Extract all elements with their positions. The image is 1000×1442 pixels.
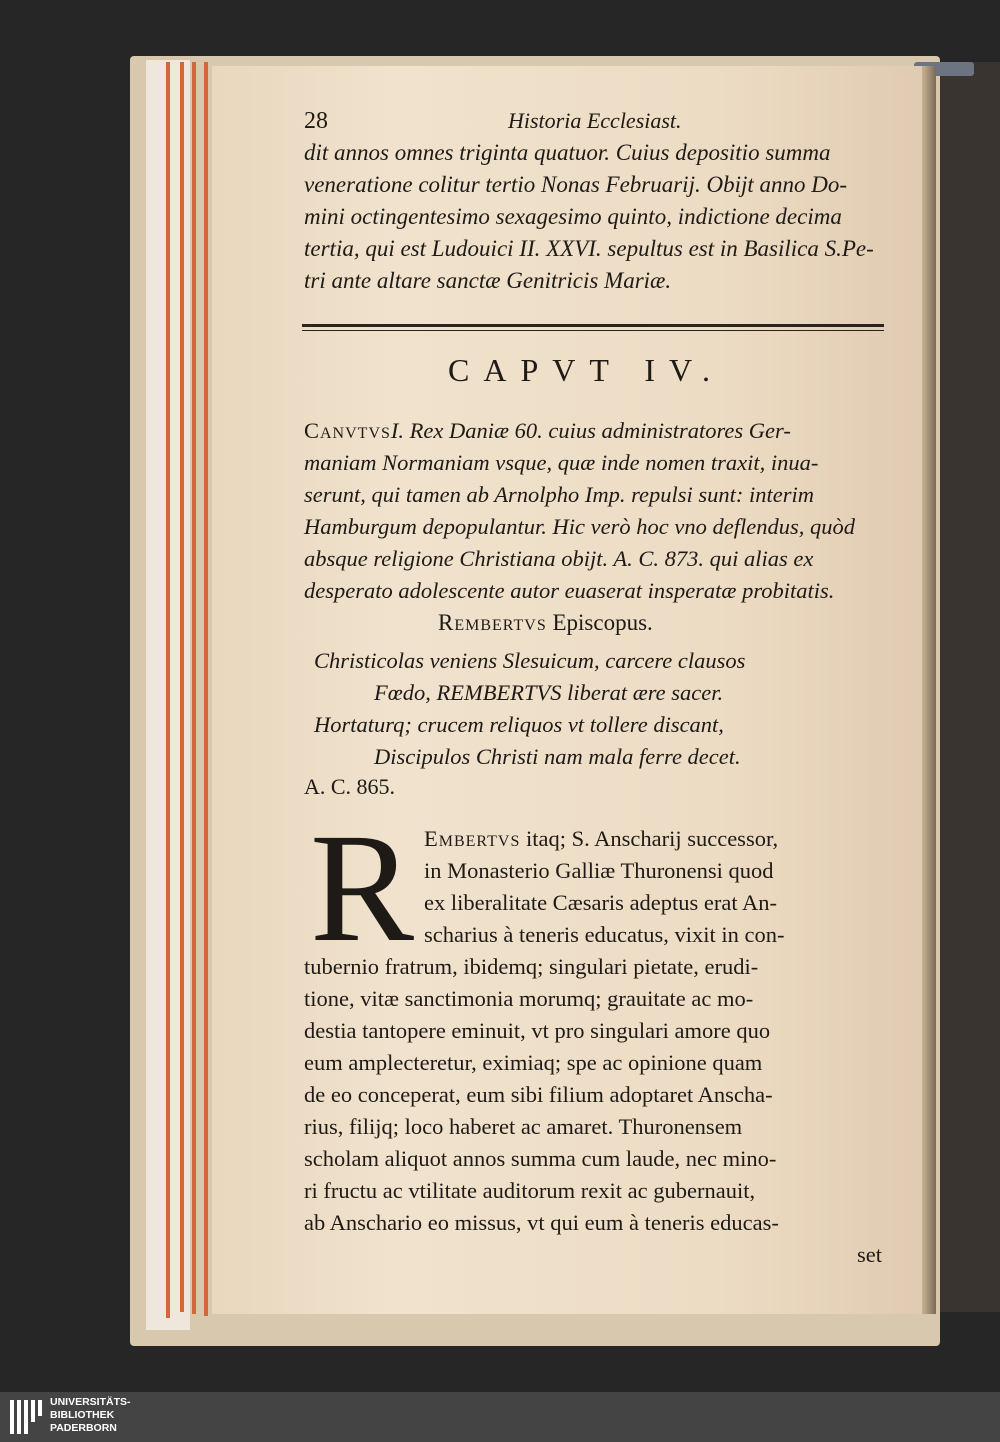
text-line: in Monasterio Galliæ Thuronensi quod <box>424 858 774 883</box>
section-rule <box>302 324 884 327</box>
verse-line: Hortaturq; crucem reliquos vt tollere discant, <box>314 712 724 737</box>
library-logo-icon <box>8 1398 44 1436</box>
text-line: serunt, qui tamen ab Arnolpho Imp. repulsi sunt: interim <box>304 482 814 507</box>
text-line: ab Anschario eo missus, vt qui eum à teneris educas- <box>304 1210 779 1235</box>
text-line: tione, vitæ sanctimonia morumq; grauitate ac mo- <box>304 986 754 1011</box>
red-page-edge <box>204 62 208 1316</box>
text-line: destia tantopere eminuit, vt pro singulari amore quo <box>304 1018 771 1043</box>
logo-line: BIBLIOTHEK <box>50 1409 115 1421</box>
footer-bar <box>0 1392 1000 1442</box>
text-line: desperato adolescente autor euaserat insperatæ probitatis. <box>304 578 835 603</box>
logo-line: PADERBORN <box>50 1422 117 1434</box>
page-number: 28 <box>304 108 328 134</box>
text-line: rius, filijq; loco haberet ac amaret. Thuronensem <box>304 1114 743 1139</box>
rembertus-body-name: Embertvs <box>424 826 521 851</box>
canutus-first-line: I. Rex Daniæ 60. cuius administratores Ger- <box>390 418 791 443</box>
catchword: set <box>857 1242 882 1267</box>
red-page-edge <box>166 62 170 1318</box>
red-page-edge <box>192 62 196 1314</box>
page-gutter <box>922 66 936 1314</box>
text-line: maniam Normaniam vsque, quæ inde nomen traxit, inua- <box>304 450 819 475</box>
text-line: ex liberalitate Cæsaris adeptus erat An- <box>424 890 778 915</box>
body-first-rest: itaq; S. Anscharij successor, <box>520 826 779 851</box>
book-page <box>212 66 934 1314</box>
text-line: mini octingentesimo sexagesimo quinto, indictione decima <box>304 204 842 229</box>
text-line: absque religione Christiana obijt. A. C. 873. qui alias ex <box>304 546 814 571</box>
text-line: veneratione colitur tertio Nonas Februarij. Obijt anno Do- <box>304 172 848 197</box>
text-line: scholam aliquot annos summa cum laude, nec mino- <box>304 1146 777 1171</box>
rembertus-heading <box>438 610 653 636</box>
canutus-name: Canvtvs <box>304 418 391 443</box>
text-line: scharius à teneris educatus, vixit in con- <box>424 922 785 947</box>
chapter-title: CAPVT IV. <box>448 352 724 388</box>
verse-line: Christicolas veniens Slesuicum, carcere clausos <box>314 648 746 673</box>
library-logo-text <box>50 1396 131 1435</box>
logo-line: UNIVERSITÄTS- <box>50 1396 131 1408</box>
text-line <box>424 826 778 852</box>
text-line: tubernio fratrum, ibidemq; singulari pietate, erudi- <box>304 954 759 979</box>
verse-line: Discipulos Christi nam mala ferre decet. <box>374 744 741 769</box>
text-line: tertia, qui est Ludouici II. XXVI. sepultus est in Basilica S.Pe- <box>304 236 874 261</box>
text-line: Hamburgum depopulantur. Hic verò hoc vno deflendus, quòd <box>304 514 855 539</box>
drop-cap: R <box>310 801 415 974</box>
text-line: ri fructu ac vtilitate auditorum rexit ac gubernauit, <box>304 1178 756 1203</box>
text-line: dit annos omnes triginta quatuor. Cuius depositio summa <box>304 140 831 165</box>
text-line: tri ante altare sanctæ Genitricis Mariæ. <box>304 268 672 293</box>
text-line <box>304 418 791 444</box>
section-rule <box>302 330 884 331</box>
running-head: Historia Ecclesiast. <box>508 108 682 133</box>
text-line: eum amplecteretur, eximiaq; spe ac opinione quam <box>304 1050 763 1075</box>
rembertus-name: Rembertvs <box>438 610 547 635</box>
verse-line: Fœdo, REMBERTVS liberat ære sacer. <box>374 680 724 705</box>
year-note: A. C. 865. <box>304 774 396 799</box>
text-line: de eo conceperat, eum sibi filium adoptaret Anscha- <box>304 1082 773 1107</box>
rembertus-title: Episcopus. <box>552 610 653 635</box>
facing-page-edge <box>932 62 1000 1312</box>
red-page-edge <box>180 62 184 1312</box>
